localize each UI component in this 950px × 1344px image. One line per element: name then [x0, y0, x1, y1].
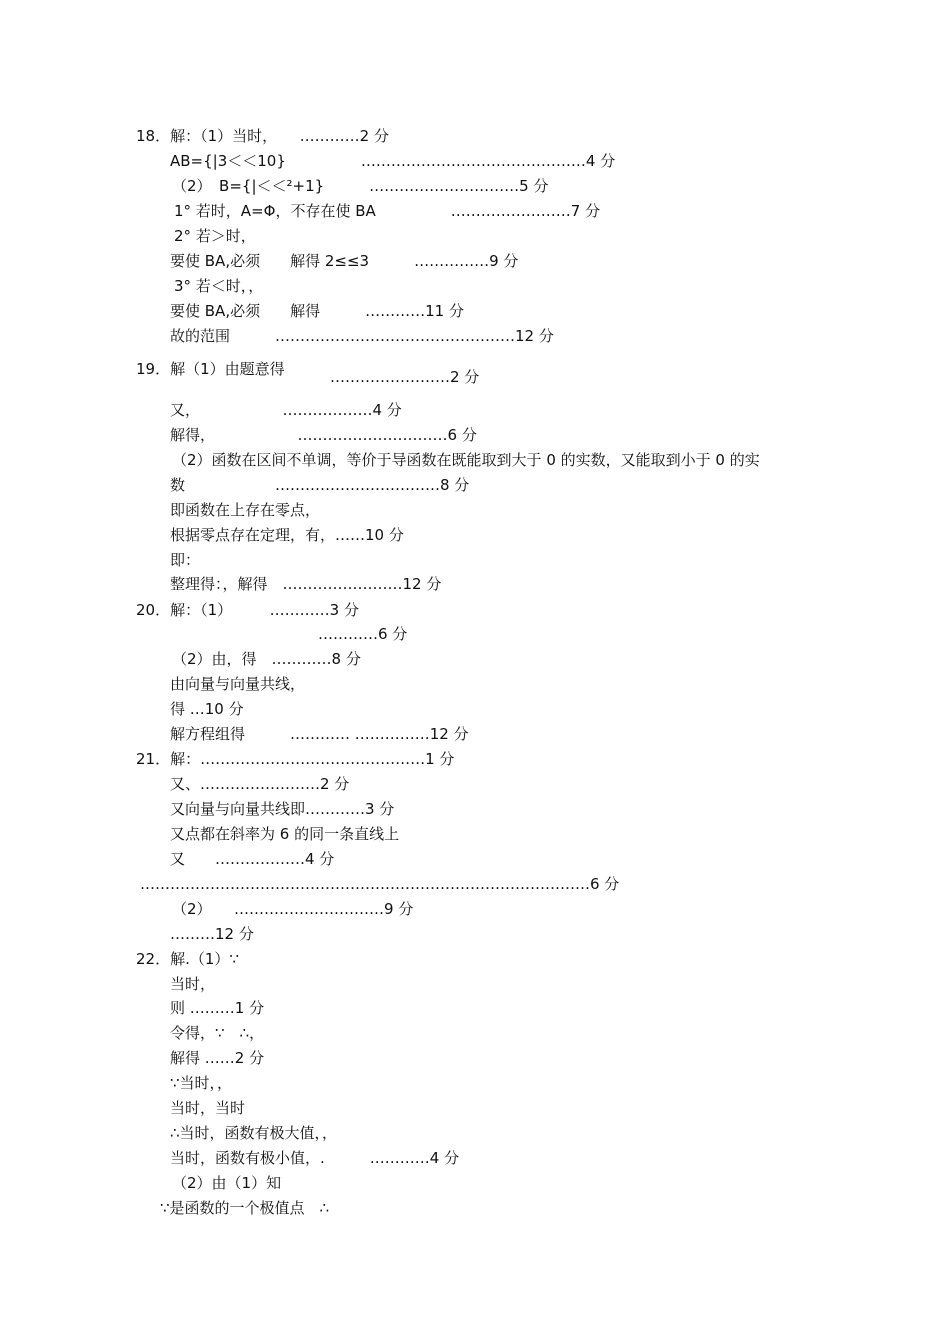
q21-line-7: （2） …………………………9 分: [172, 900, 414, 918]
q21-line-3: 又向量与向量共线即…………3 分: [170, 800, 395, 818]
q22-line-11: ∵是函数的一个极值点 ∴: [160, 1199, 330, 1217]
q21-line-5: 又 ………………4 分: [170, 850, 335, 868]
q22-line-3: 则 ………1 分: [170, 999, 265, 1017]
q18-line-1: 18．解：（1）当时， …………2 分: [136, 127, 389, 145]
q19-line-8: 根据零点存在定理，有，……10 分: [170, 526, 404, 544]
q20-line-3: （2）由，得 …………8 分: [172, 650, 361, 668]
q19-line-1: 19．解（1）由题意得: [136, 360, 285, 378]
q19-line-3: 又， ………………4 分: [170, 401, 402, 419]
q21-line-1: 21．解：………………………………………1 分: [136, 750, 455, 768]
q21-line-4: 又点都在斜率为 6 的同一条直线上: [170, 825, 400, 843]
q20-line-1: 20．解：（1） …………3 分: [136, 601, 359, 619]
q22-line-7: 当时，当时: [170, 1099, 246, 1117]
q19-line-6: 数 ……………………………8 分: [170, 476, 470, 494]
q20-line-5: 得 …10 分: [170, 700, 244, 718]
q22-line-4: 令得，∵ ∴，: [170, 1024, 265, 1042]
q18-line-2: AB={|3＜＜10} ………………………………………4 分: [170, 152, 616, 170]
q20-line-4: 由向量与向量共线，: [170, 675, 306, 693]
q21-line-6: ………………………………………………………………………………6 分: [140, 875, 620, 893]
q18-line-6: 要使 BA,必须 解得 2≤≤3 ……………9 分: [170, 252, 519, 270]
q18-line-4: 1° 若时，A=Φ，不存在使 BA ……………………7 分: [174, 202, 601, 220]
q19-line-2: ……………………2 分: [330, 368, 480, 386]
q18-line-5: 2° 若＞时，: [174, 227, 256, 245]
q20-line-2: …………6 分: [318, 625, 408, 643]
q22-line-5: 解得 ……2 分: [170, 1049, 265, 1067]
q18-line-8: 要使 BA,必须 解得 …………11 分: [170, 302, 464, 320]
q22-line-10: （2）由（1）知: [172, 1174, 282, 1192]
q19-line-9: 即：: [170, 551, 201, 569]
q22-line-2: 当时，: [170, 975, 216, 993]
q18-line-9: 故的范围 …………………………………………12 分: [170, 327, 554, 345]
q21-line-2: 又、……………………2 分: [170, 775, 350, 793]
q18-line-3: （2） B={|＜＜²+1} …………………………5 分: [172, 177, 549, 195]
q19-line-4: 解得， …………………………6 分: [170, 426, 477, 444]
q22-line-9: 当时，函数有极小值，. …………4 分: [170, 1149, 460, 1167]
q21-line-8: ………12 分: [170, 925, 254, 943]
q22-line-1: 22．解.（1）∵: [136, 950, 239, 968]
q19-line-5: （2）函数在区间不单调，等价于导函数在既能取到大于 0 的实数，又能取到小于 0 的实: [172, 451, 760, 469]
q19-line-7: 即函数在上存在零点，: [170, 501, 321, 519]
q22-line-6: ∵当时，，: [170, 1074, 233, 1092]
q20-line-6: 解方程组得 ………… ……………12 分: [170, 725, 469, 743]
q19-line-10: 整理得：，解得 ……………………12 分: [170, 575, 442, 593]
q18-line-7: 3° 若＜时，，: [174, 277, 264, 295]
q22-line-8: ∴当时，函数有极大值，，: [170, 1124, 338, 1142]
